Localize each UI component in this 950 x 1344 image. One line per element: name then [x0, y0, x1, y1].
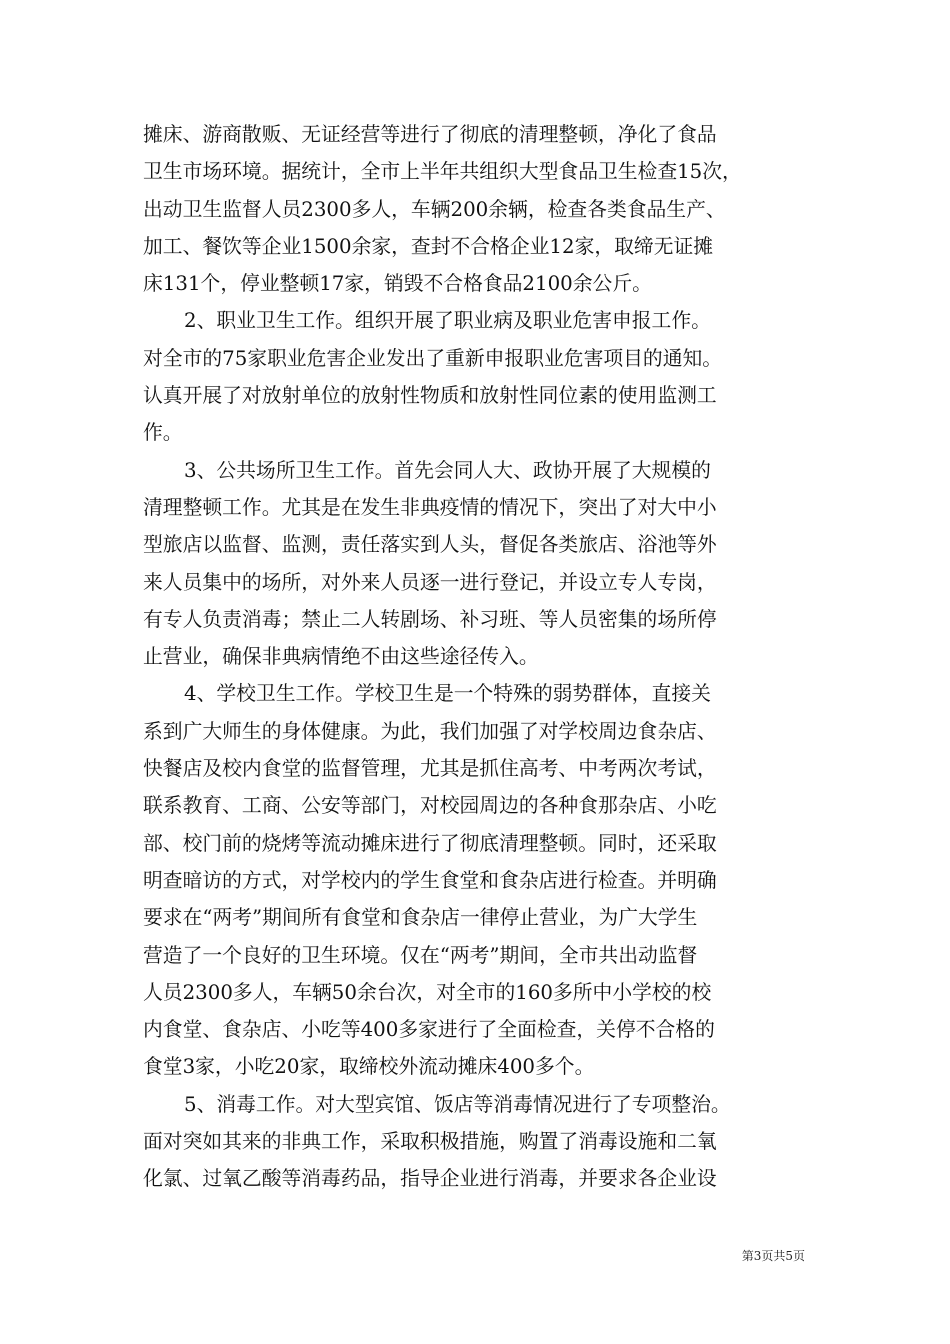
section-heading-line: 2、职业卫生工作。组织开展了职业病及职业危害申报工作。 — [184, 309, 711, 333]
text-line: 明查暗访的方式，对学校内的学生食堂和食杂店进行检查。并明确 — [143, 868, 717, 892]
text-line: 对全市的75家职业危害企业发出了重新申报职业危害项目的通知。 — [143, 346, 723, 370]
text-line: 型旅店以监督、监测，责任落实到人头，督促各类旅店、浴池等外 — [143, 533, 717, 557]
text-line: 面对突如其来的非典工作，采取积极措施，购置了消毒设施和二氧 — [143, 1130, 717, 1154]
text-line: 摊床、游商散贩、无证经营等进行了彻底的清理整顿，净化了食品 — [143, 123, 717, 146]
section-heading-line: 4、学校卫生工作。学校卫生是一个特殊的弱势群体，直接关 — [184, 682, 711, 706]
text-line: 认真开展了对放射单位的放射性物质和放射性同位素的使用监测工 — [143, 384, 717, 408]
page-number: 第3页共5页 — [741, 1249, 805, 1263]
text-line: 化氯、过氧乙酸等消毒药品，指导企业进行消毒，并要求各企业设 — [143, 1167, 717, 1191]
text-line: 人员2300多人，车辆50余台次，对全市的160多所中小学校的校 — [143, 980, 712, 1004]
text-line: 系到广大师生的身体健康。为此，我们加强了对学校周边食杂店、 — [143, 719, 717, 743]
text-line: 要求在“两考”期间所有食堂和食杂店一律停止营业，为广大学生 — [143, 906, 698, 930]
section-heading-line: 3、公共场所卫生工作。首先会同人大、政协开展了大规模的 — [184, 458, 711, 482]
text-line: 有专人负责消毒；禁止二人转剧场、补习班、等人员密集的场所停 — [143, 607, 717, 631]
text-line: 联系教育、工商、公安等部门，对校园周边的各种食那杂店、小吃 — [143, 794, 717, 818]
text-line: 快餐店及校内食堂的监督管理，尤其是抓住高考、中考两次考试， — [143, 757, 717, 781]
text-line: 清理整顿工作。尤其是在发生非典疫情的情况下，突出了对大中小 — [143, 495, 717, 519]
text-line: 出动卫生监督人员2300多人，车辆200余辆，检查各类食品生产、 — [143, 197, 726, 221]
section-heading-line: 5、消毒工作。对大型宾馆、饭店等消毒情况进行了专项整治。 — [184, 1092, 731, 1116]
text-line: 床131个，停业整顿17家，销毁不合格食品2100余公斤。 — [143, 272, 652, 296]
text-line: 卫生市场环境。据统计，全市上半年共组织大型食品卫生检查15次， — [143, 160, 742, 184]
text-line: 来人员集中的场所，对外来人员逐一进行登记，并设立专人专岗， — [143, 570, 717, 594]
document-body — [143, 116, 807, 1198]
text-line: 部、校门前的烧烤等流动摊床进行了彻底清理整顿。同时，还采取 — [143, 831, 717, 855]
text-line: 食堂3家，小吃20家，取缔校外流动摊床400多个。 — [143, 1055, 595, 1079]
text-line: 营造了一个良好的卫生环境。仅在“两考”期间，全市共出动监督 — [143, 943, 698, 967]
text-line: 止营业，确保非典病情绝不由这些途径传入。 — [143, 645, 539, 669]
text-line: 作。 — [143, 421, 183, 445]
text-line: 加工、餐饮等企业1500余家，查封不合格企业12家，取缔无证摊 — [143, 234, 714, 258]
text-line: 内食堂、食杂店、小吃等400多家进行了全面检查，关停不合格的 — [143, 1018, 715, 1042]
